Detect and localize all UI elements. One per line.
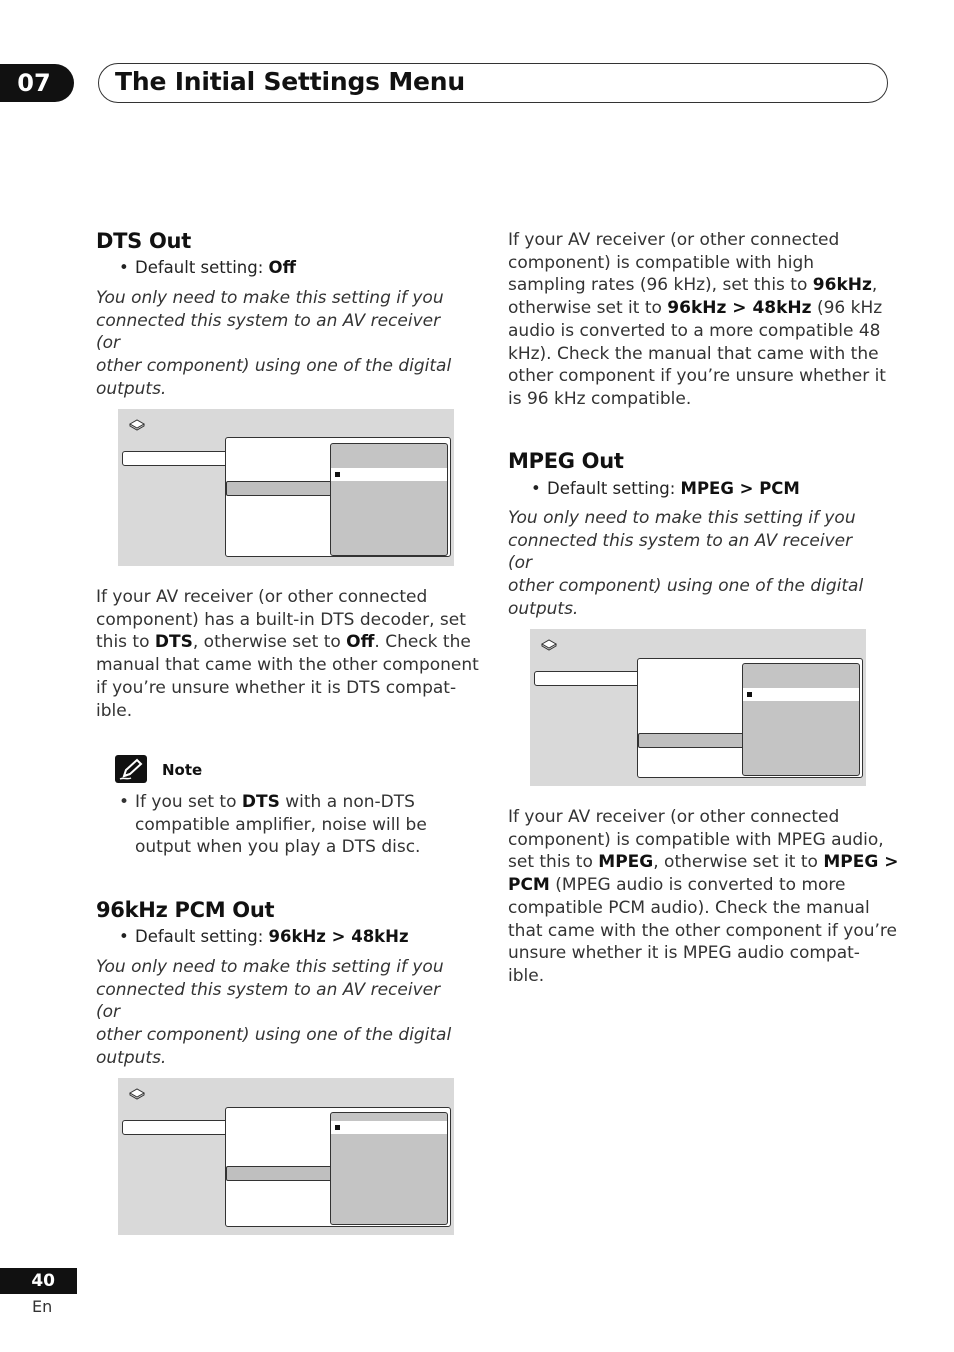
menu-item-highlight — [638, 733, 744, 748]
menu-option-selected — [331, 468, 447, 481]
note-text: • If you set to DTS with a non-DTS compatible amplifier, noise will be output when you play a DTS disc. — [119, 792, 427, 858]
dts-out-default: • Default setting: Off — [119, 258, 296, 277]
menu-option-selected — [331, 1121, 447, 1134]
note-label: Note — [162, 761, 203, 779]
selection-marker — [747, 692, 752, 697]
mpeg-menu-screenshot — [530, 629, 866, 786]
dts-menu-screenshot — [118, 409, 454, 566]
pcm-menu-screenshot — [118, 1078, 454, 1235]
pcm-out-description: If your AV receiver (or other connected component) is compatible with high sampling rates (96 kHz), set this to 96kHz, otherwise set it to 96kHz > 48kHz (96 kHz audio is converted to a more compatible 48 kHz). Check the manual that came with the other component if you’re unsure whether it is 96 kHz compatible. — [508, 230, 886, 409]
menu-item-highlight — [226, 481, 332, 496]
dts-out-heading: DTS Out — [96, 229, 191, 253]
page-number-badge — [0, 1268, 77, 1294]
dts-out-default-value: Off — [268, 258, 296, 277]
dts-out-intro: You only need to make this setting if you connected this system to an AV receiver (or other component) using one of the digital outputs. — [96, 288, 452, 399]
page-number: 40 — [31, 1271, 55, 1291]
menu-option-selected — [743, 688, 859, 701]
menu-column-2 — [330, 443, 448, 556]
menu-tab-audio — [122, 1120, 228, 1135]
title-bar — [98, 63, 888, 103]
menu-tab-audio — [122, 451, 228, 466]
pencil-note-icon — [115, 755, 147, 783]
chapter-number: 07 — [17, 69, 51, 97]
mpeg-out-default-value: MPEG > PCM — [680, 479, 800, 498]
mpeg-out-heading: MPEG Out — [508, 449, 624, 473]
menu-tab-audio — [534, 671, 640, 686]
disc-icon — [540, 639, 558, 651]
menu-column-2 — [742, 663, 860, 776]
pcm-out-default-value: 96kHz > 48kHz — [268, 927, 409, 946]
mpeg-out-description: If your AV receiver (or other connected component) is compatible with MPEG audio, set this to MPEG, otherwise set it to MPEG > PCM (MPEG audio is converted to more compatible PCM audio). Check the manual that came with the other component if you’re unsure whether it is MPEG audio compat- ible. — [508, 807, 899, 986]
selection-marker — [335, 472, 340, 477]
disc-icon — [128, 419, 146, 431]
dts-out-description: If your AV receiver (or other connected component) has a built-in DTS decoder, set this to DTS, otherwise set to Off. Check the manual that came with the other component if you’re unsure whether it is DTS compat- ible. — [96, 587, 479, 721]
disc-icon — [128, 1088, 146, 1100]
selection-marker — [335, 1125, 340, 1130]
menu-item-highlight — [226, 1166, 332, 1181]
page-title: The Initial Settings Menu — [115, 67, 465, 96]
pcm-out-default: • Default setting: 96kHz > 48kHz — [119, 927, 409, 946]
mpeg-out-default: • Default setting: MPEG > PCM — [531, 479, 800, 498]
pcm-out-intro: You only need to make this setting if you connected this system to an AV receiver (or other component) using one of the digital outputs. — [96, 957, 452, 1068]
chapter-badge — [0, 64, 74, 102]
language-label: En — [32, 1297, 53, 1316]
mpeg-out-intro: You only need to make this setting if you connected this system to an AV receiver (or other component) using one of the digital outputs. — [508, 508, 864, 619]
pcm-out-heading: 96kHz PCM Out — [96, 898, 275, 922]
